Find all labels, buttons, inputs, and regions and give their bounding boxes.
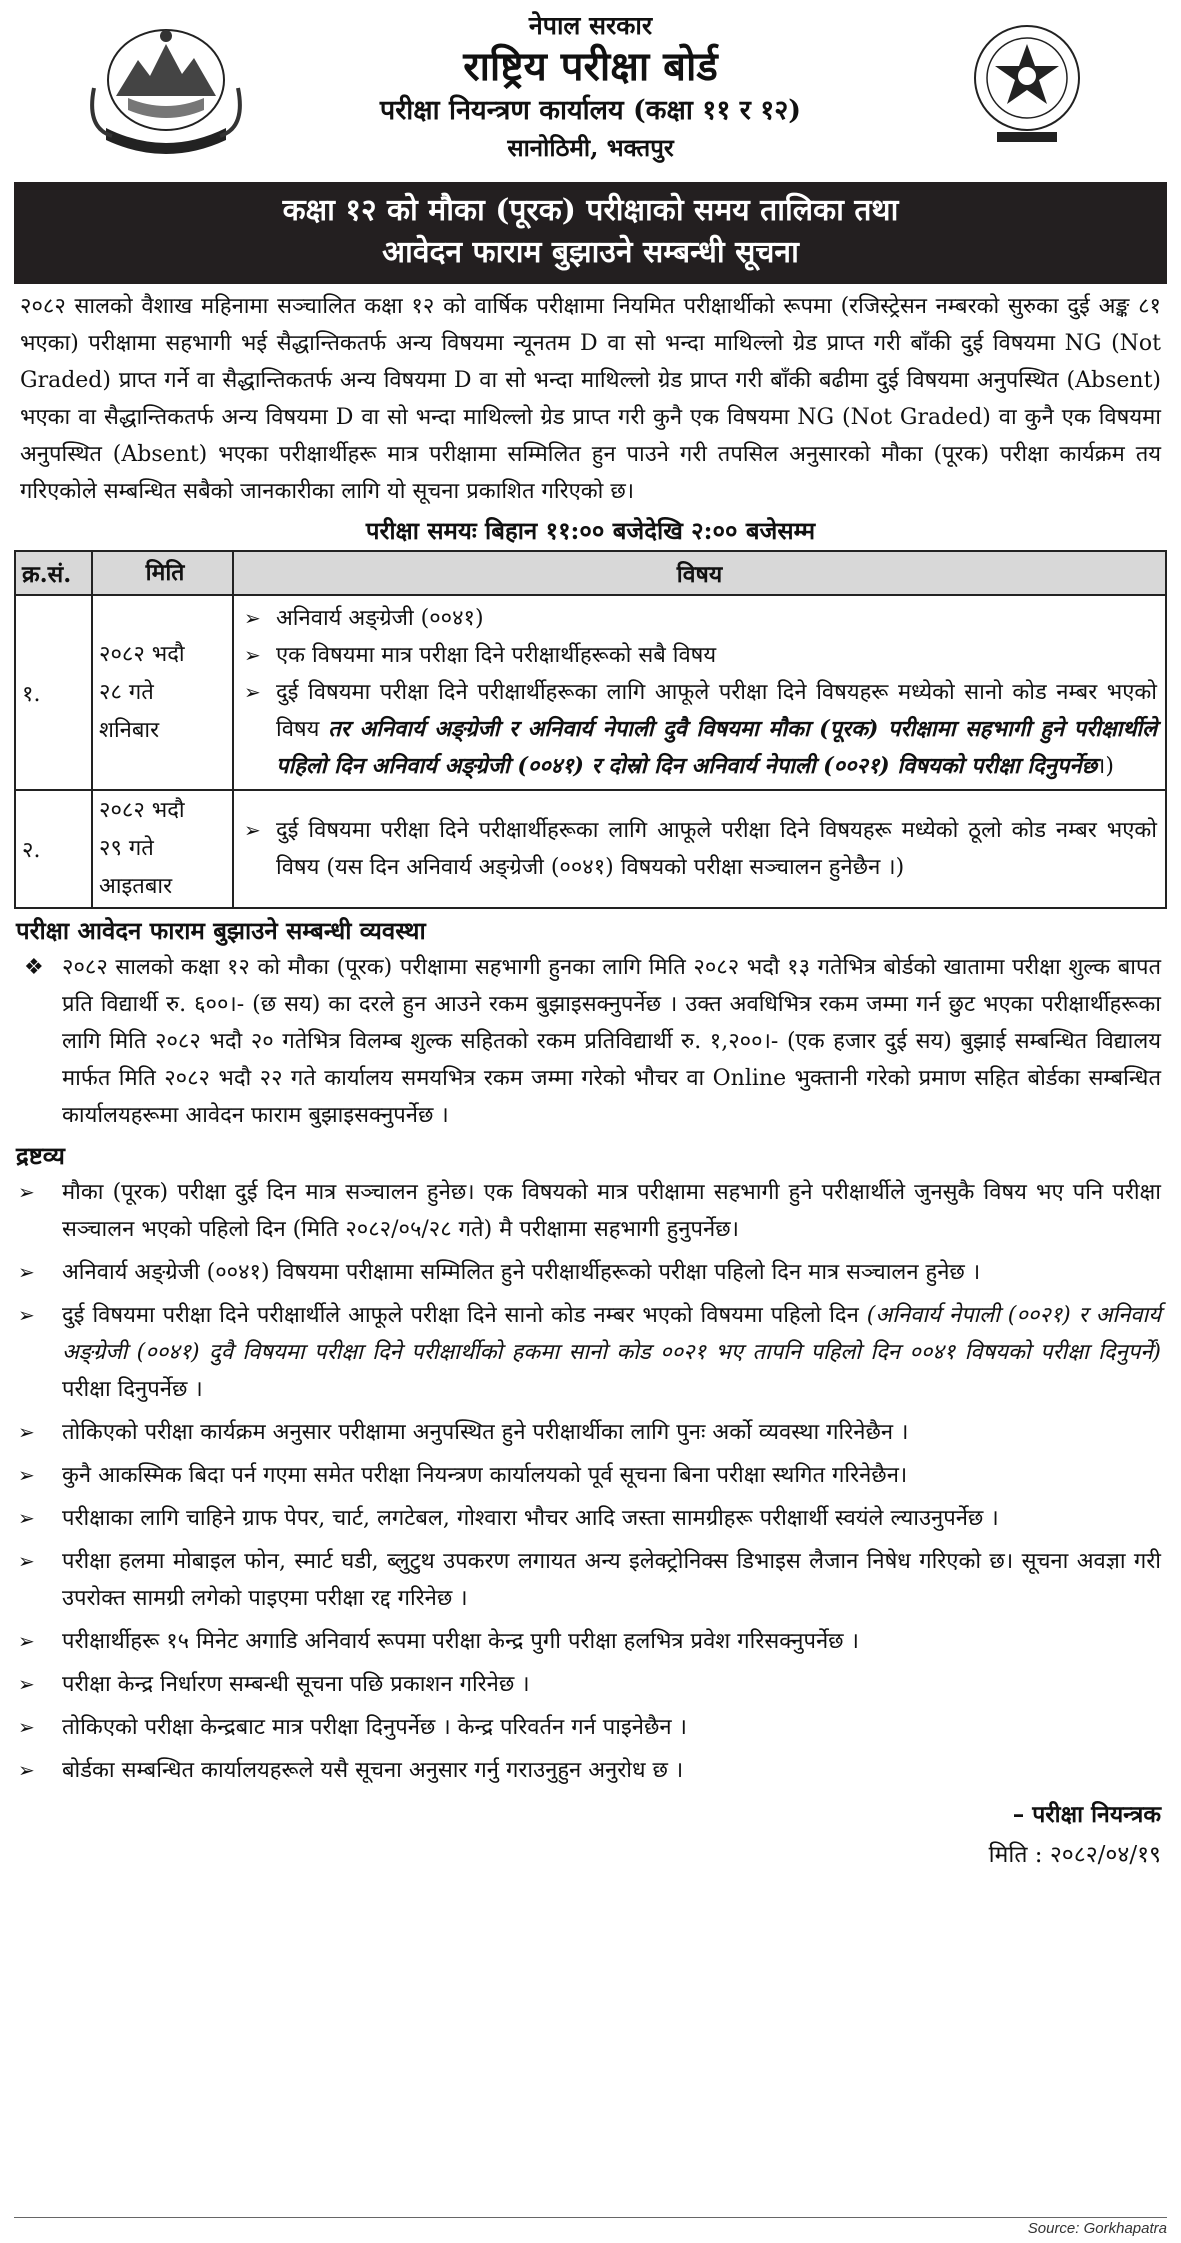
- header-subject: विषय: [233, 551, 1166, 595]
- list-item: ➢ दुई विषयमा परीक्षा दिने परीक्षार्थीहरूका लागि आफूले परीक्षा दिने विषयहरू मध्येको सानो कोड नम्बर भएको विषय तर अनिवार्य अङ्ग्रेजी र अनिवार्य नेपाली दुवै विषयमा मौका (पूरक) परीक्षामा सहभागी हुने परीक्षार्थीले पहिलो दिन अनिवार्य अङ्ग्रेजी (००४१) र दोस्रो दिन अनिवार्य नेपाली (००२१) विषयको परीक्षा दिनुपर्नेछ।): [242, 674, 1157, 785]
- row-date: [92, 790, 233, 908]
- notes-heading: द्रष्टव्य: [16, 1141, 65, 1170]
- list-item: ➢ मौका (पूरक) परीक्षा दुई दिन मात्र सञ्चालन हुनेछ। एक विषयको मात्र परीक्षामा सहभागी हुने परीक्षार्थीले जुनसुकै विषय भए पनि परीक्षा सञ्चालन भएको पहिलो दिन (मिति २०८२/०५/२८ गते) मै परीक्षामा सहभागी हुनुपर्नेछ।: [14, 1174, 1161, 1248]
- date-line: २९ गते: [99, 836, 154, 861]
- list-item: ➢ तोकिएको परीक्षा कार्यक्रम अनुसार परीक्षामा अनुपस्थित हुने परीक्षार्थीका लागि पुनः अर्को व्यवस्था गरिनेछैन ।: [14, 1414, 1161, 1451]
- office-location: सानोठिमी, भक्तपुर: [507, 133, 674, 162]
- application-paragraph: ❖ २०८२ सालको कक्षा १२ को मौका (पूरक) परीक्षामा सहभागी हुनका लागि मिति २०८२ भदौ १३ गतेभित्र बोर्डको खातामा परीक्षा शुल्क बापत प्रति विद्यार्थी रु. ६००।- (छ सय) का दरले हुन आउने रकम बुझाइसक्नुपर्नेछ । उक्त अवधिभित्र रकम जम्मा गर्न छुट भएका परीक्षार्थीहरूका लागि मिति २०८२ भदौ २० गतेभित्र विलम्ब शुल्क सहितको रकम प्रतिविद्यार्थी रु. १,२००।- (एक हजार दुई सय) बुझाई सम्बन्धित विद्यालय मार्फत मिति २०८२ भदौ २२ गते कार्यालय समयभित्र रकम जम्मा गरेको भौचर वा Online भुक्तानी गरेको प्रमाण सहित बोर्डका सम्बन्धित कार्यालयहरूमा आवेदन फाराम बुझाइसक्नुपर्नेछ ।: [14, 949, 1167, 1134]
- notes-list: [14, 1174, 1167, 1789]
- exam-time: परीक्षा समयः बिहान ११:०० बजेदेखि २:०० बजेसम्म: [365, 516, 816, 545]
- nepal-emblem-icon: [76, 18, 256, 168]
- application-heading: परीक्षा आवेदन फाराम बुझाउने सम्बन्धी व्यवस्था: [16, 916, 426, 945]
- notice-title-line2: आवेदन फाराम बुझाउने सम्बन्धी सूचना: [382, 235, 799, 270]
- neb-logo-icon: [967, 18, 1087, 148]
- board-name: राष्ट्रिय परीक्षा बोर्ड: [463, 43, 718, 90]
- list-item: ➢ कुनै आकस्मिक बिदा पर्न गएमा समेत परीक्षा नियन्त्रण कार्यालयको पूर्व सूचना बिना परीक्षा स्थगित गरिनेछैन।: [14, 1457, 1161, 1494]
- header-sn: क्र.सं.: [15, 551, 92, 595]
- intro-paragraph: २०८२ सालको वैशाख महिनामा सञ्चालित कक्षा १२ को वार्षिक परीक्षामा नियमित परीक्षार्थीको रूपमा (रजिस्ट्रेसन नम्बरको सुरुका दुई अङ्क ८१ भएका) परीक्षामा सहभागी भई सैद्धान्तिकतर्फ अन्य विषयमा न्यूनतम D वा सो भन्दा माथिल्लो ग्रेड प्राप्त गरी बाँकी दुई विषयमा NG (Not Graded) प्राप्त गर्ने वा सैद्धान्तिकतर्फ अन्य विषयमा D वा सो भन्दा माथिल्लो ग्रेड प्राप्त गरी बाँकी बढीमा दुई विषयमा अनुपस्थित (Absent) भएका वा सैद्धान्तिकतर्फ अन्य विषयमा D वा सो भन्दा माथिल्लो ग्रेड प्राप्त गरी कुनै एक विषयमा NG (Not Graded) वा कुनै एक विषयमा अनुपस्थित (Absent) भएका परीक्षार्थीहरू मात्र परीक्षामा सम्मिलित हुन पाउने गरी तपसिल अनुसारको मौका (पूरक) परीक्षा कार्यक्रम तय गरिएकोले सम्बन्धित सबैको जानकारीका लागि यो सूचना प्रकाशित गरिएको छ।: [20, 294, 1161, 504]
- list-item: ➢ परीक्षा हलमा मोबाइल फोन, स्मार्ट घडी, ब्लुटुथ उपकरण लगायत अन्य इलेक्ट्रोनिक्स डिभाइस लैजान निषेध गरिएको छ। सूचना अवज्ञा गरी उपरोक्त सामग्री लगेको पाइएमा परीक्षा रद्द गरिनेछ ।: [14, 1543, 1161, 1617]
- list-item: ➢ दुई विषयमा परीक्षा दिने परीक्षार्थीले आफूले परीक्षा दिने सानो कोड नम्बर भएको विषयमा पहिलो दिन (अनिवार्य नेपाली (००२१) र अनिवार्य अङ्ग्रेजी (००४१) दुवै विषयमा परीक्षा दिने परीक्षार्थीको हकमा सानो कोड ००२१ भए तापनि पहिलो दिन ००४१ विषयको परीक्षा दिनुपर्ने) परीक्षा दिनुपर्नेछ ।: [14, 1297, 1161, 1408]
- arrow-bullet-icon: ➢: [244, 680, 261, 704]
- arrow-bullet-icon: ➢: [18, 1715, 35, 1739]
- table-header-row: [15, 551, 1166, 595]
- arrow-bullet-icon: ➢: [18, 1420, 35, 1444]
- row-subjects: [233, 595, 1166, 790]
- list-item: ➢ परीक्षा केन्द्र निर्धारण सम्बन्धी सूचना पछि प्रकाशन गरिनेछ ।: [14, 1666, 1161, 1703]
- list-item: ➢ दुई विषयमा परीक्षा दिने परीक्षार्थीहरूका लागि आफूले परीक्षा दिने विषयहरू मध्येको ठूलो कोड नम्बर भएको विषय (यस दिन अनिवार्य अङ्ग्रेजी (००४१) विषयको परीक्षा सञ्चालन हुनेछैन ।): [242, 812, 1157, 886]
- italic-text: (अनिवार्य नेपाली (००२१) र अनिवार्य अङ्ग्रेजी (००४१) दुवै विषयमा परीक्षा दिने परीक्षार्थीको हकमा सानो कोड ००२१ भए तापनि पहिलो दिन ००४१ विषयको परीक्षा दिनुपर्ने): [62, 1303, 1162, 1365]
- arrow-bullet-icon: ➢: [18, 1506, 35, 1530]
- arrow-bullet-icon: ➢: [18, 1463, 35, 1487]
- date-line: २८ गते: [99, 679, 154, 705]
- list-item: ➢ परीक्षार्थीहरू १५ मिनेट अगाडि अनिवार्य रूपमा परीक्षा केन्द्र पुगी परीक्षा हलभित्र प्रवेश गरिसक्नुपर्नेछ ।: [14, 1623, 1161, 1660]
- list-item: ➢ तोकिएको परीक्षा केन्द्रबाट मात्र परीक्षा दिनुपर्नेछ । केन्द्र परिवर्तन गर्न पाइनेछैन ।: [14, 1709, 1161, 1746]
- notice-date: मिति : २०८२/०४/१९: [988, 1842, 1161, 1868]
- signature: – परीक्षा नियन्त्रक: [1012, 1801, 1161, 1828]
- arrow-bullet-icon: ➢: [18, 1672, 35, 1696]
- schedule-table: [14, 550, 1167, 909]
- row-subjects: [233, 790, 1166, 908]
- row-sn: १.: [15, 595, 92, 790]
- date-line: आइतबार: [99, 874, 173, 899]
- list-item: ➢ एक विषयमा मात्र परीक्षा दिने परीक्षार्थीहरूको सबै विषय: [242, 637, 1157, 674]
- date-line: शनिबार: [99, 717, 160, 743]
- list-item: ➢ बोर्डका सम्बन्धित कार्यालयहरूले यसै सूचना अनुसार गर्नु गराउनुहुन अनुरोध छ ।: [14, 1752, 1161, 1789]
- government-name: नेपाल सरकार: [528, 11, 653, 40]
- date-line: २०८२ भदौ: [99, 641, 185, 667]
- arrow-bullet-icon: ➢: [18, 1629, 35, 1653]
- arrow-bullet-icon: ➢: [18, 1180, 35, 1204]
- arrow-bullet-icon: ➢: [244, 643, 261, 667]
- arrow-bullet-icon: ➢: [244, 818, 261, 842]
- row-sn: २.: [15, 790, 92, 908]
- arrow-bullet-icon: ➢: [18, 1758, 35, 1782]
- list-item: ➢ अनिवार्य अङ्ग्रेजी (००४१): [242, 600, 1157, 637]
- header: [14, 0, 1167, 182]
- notice-title-line1: कक्षा १२ को मौका (पूरक) परीक्षाको समय तालिका तथा: [282, 193, 899, 228]
- table-row: [15, 595, 1166, 790]
- date-line: २०८२ भदौ: [99, 798, 185, 823]
- header-date: मिति: [92, 551, 233, 595]
- arrow-bullet-icon: ➢: [244, 606, 261, 630]
- arrow-bullet-icon: ➢: [18, 1303, 35, 1327]
- list-item: ➢ अनिवार्य अङ्ग्रेजी (००४१) विषयमा परीक्षामा सम्मिलित हुने परीक्षार्थीहरूको परीक्षा पहिलो दिन मात्र सञ्चालन हुनेछ ।: [14, 1254, 1161, 1291]
- source-credit: Source: Gorkhapatra: [14, 2217, 1167, 2237]
- list-item: ➢ परीक्षाका लागि चाहिने ग्राफ पेपर, चार्ट, लगटेबल, गोश्वारा भौचर आदि जस्ता सामग्रीहरू परीक्षार्थी स्वयंले ल्याउनुपर्नेछ ।: [14, 1500, 1161, 1537]
- office-name: परीक्षा नियन्त्रण कार्यालय (कक्षा ११ र १२): [379, 95, 802, 126]
- arrow-bullet-icon: ➢: [18, 1260, 35, 1284]
- arrow-bullet-icon: ➢: [18, 1549, 35, 1573]
- row-date: [92, 595, 233, 790]
- emphasis-text: तर अनिवार्य अङ्ग्रेजी र अनिवार्य नेपाली दुवै विषयमा मौका (पूरक) परीक्षामा सहभागी हुने परीक्षार्थीले पहिलो दिन अनिवार्य अङ्ग्रेजी (००४१) र दोस्रो दिन अनिवार्य नेपाली (००२१) विषयको परीक्षा दिनुपर्नेछ: [276, 716, 1157, 779]
- table-row: [15, 790, 1166, 908]
- notice-title: [14, 182, 1167, 284]
- diamond-bullet-icon: ❖: [24, 955, 44, 980]
